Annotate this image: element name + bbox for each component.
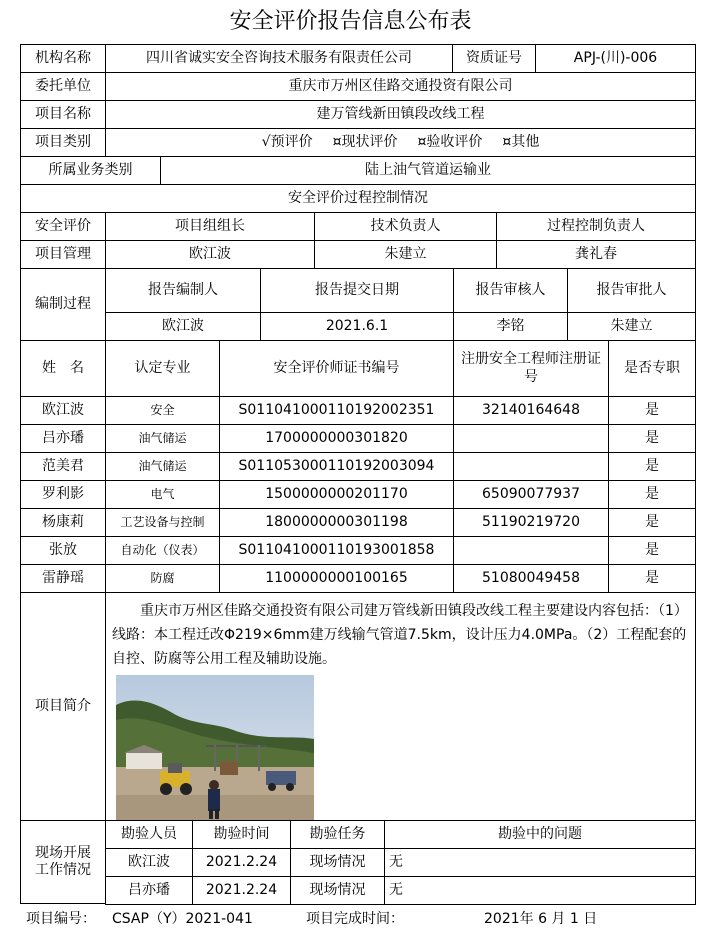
option-pre-evaluation: √预评价 [261, 133, 313, 150]
staff-cert: S011053000110192003094 [219, 452, 454, 481]
project-name-label: 项目名称 [20, 100, 106, 129]
staff-fulltime: 是 [608, 396, 696, 425]
approver-header: 报告审批人 [567, 268, 696, 313]
staff-specialty: 油气储运 [105, 424, 220, 453]
site-time: 2021.2.24 [192, 876, 291, 905]
compilation-label: 编制过程 [20, 268, 106, 341]
staff-name: 雷静瑶 [20, 564, 106, 593]
org-value: 四川省诚实安全咨询技术服务有限责任公司 [105, 44, 453, 73]
complete-date: 2021年 6 月 1 日 [484, 911, 598, 927]
staff-specialty: 工艺设备与控制 [105, 508, 220, 537]
submit-date-header: 报告提交日期 [260, 268, 454, 313]
site-issue: 无 [384, 848, 696, 877]
process-title: 安全评价过程控制情况 [20, 184, 696, 213]
staff-header-cert: 安全评价师证书编号 [219, 340, 454, 397]
page-title: 安全评价报告信息公布表 [229, 9, 472, 34]
staff-name: 吕亦璠 [20, 424, 106, 453]
staff-reg: 51190219720 [453, 508, 609, 537]
staff-reg [453, 452, 609, 481]
staff-fulltime: 是 [608, 480, 696, 509]
staff-specialty: 防腐 [105, 564, 220, 593]
site-task: 现场情况 [290, 848, 385, 877]
project-name-value: 建万管线新田镇段改线工程 [105, 100, 696, 129]
site-header-task: 勘验任务 [290, 820, 385, 849]
business-label: 所属业务类别 [20, 156, 161, 185]
site-photo [116, 675, 314, 821]
table-row [20, 848, 696, 877]
site-person: 吕亦璠 [105, 876, 193, 905]
site-label-line-2: 工作情况 [35, 862, 91, 878]
table-row [20, 564, 696, 593]
staff-header-fulltime: 是否专职 [608, 340, 696, 397]
intro-text: 重庆市万州区佳路交通投资有限公司建万管线新田镇段改线工程主要建设内容包括：（1）线路：本工程迁改Φ219×6mm建万线输气管道7.5km，设计压力4.0MPa。（2）工程配套的自控、防腐等公用工程及辅助设施。 [112, 603, 688, 667]
site-person: 欧江波 [105, 848, 193, 877]
leader-header: 项目组组长 [105, 212, 315, 241]
staff-cert: 1800000000301198 [219, 508, 454, 537]
table-row [20, 536, 696, 565]
staff-specialty: 电气 [105, 480, 220, 509]
site-task: 现场情况 [290, 876, 385, 905]
management-label-2: 项目管理 [20, 240, 106, 269]
staff-reg: 51080049458 [453, 564, 609, 593]
staff-reg [453, 536, 609, 565]
process-lead-header: 过程控制负责人 [496, 212, 696, 241]
option-other: ¤其他 [502, 133, 540, 150]
reviewer-value: 李铭 [453, 312, 568, 341]
staff-specialty: 安全 [105, 396, 220, 425]
staff-name: 张放 [20, 536, 106, 565]
reviewer-header: 报告审核人 [453, 268, 568, 313]
business-value: 陆上油气管道运输业 [160, 156, 696, 185]
project-type-options [105, 128, 696, 157]
staff-fulltime: 是 [608, 508, 696, 537]
staff-fulltime: 是 [608, 564, 696, 593]
staff-fulltime: 是 [608, 424, 696, 453]
staff-header-specialty: 认定专业 [105, 340, 220, 397]
intro-label: 项目简介 [20, 592, 106, 821]
complete-label: 项目完成时间： [306, 911, 404, 927]
staff-reg: 65090077937 [453, 480, 609, 509]
site-time: 2021.2.24 [192, 848, 291, 877]
compiler-value: 欧江波 [105, 312, 261, 341]
cert-label: 资质证号 [452, 44, 536, 73]
staff-name: 欧江波 [20, 396, 106, 425]
project-no-label: 项目编号： [26, 911, 96, 927]
approver-value: 朱建立 [567, 312, 696, 341]
staff-cert: 1700000000301820 [219, 424, 454, 453]
staff-reg [453, 424, 609, 453]
client-value: 重庆市万州区佳路交通投资有限公司 [105, 72, 696, 101]
option-acceptance-evaluation: ¤验收评价 [417, 133, 483, 150]
process-lead-value: 龚礼春 [496, 240, 696, 269]
staff-reg: 32140164648 [453, 396, 609, 425]
staff-cert: 1100000000100165 [219, 564, 454, 593]
site-issue: 无 [384, 876, 696, 905]
client-label: 委托单位 [20, 72, 106, 101]
site-label-line-1: 现场开展 [35, 844, 91, 861]
site-header-issue: 勘验中的问题 [384, 820, 696, 849]
staff-header-name: 姓 名 [20, 340, 106, 397]
tech-lead-header: 技术负责人 [314, 212, 497, 241]
table-row [20, 424, 696, 453]
table-row [20, 480, 696, 509]
tech-lead-value: 朱建立 [314, 240, 497, 269]
staff-cert: S011041000110192002351 [219, 396, 454, 425]
table-row [20, 508, 696, 537]
staff-name: 罗利影 [20, 480, 106, 509]
option-status-evaluation: ¤现状评价 [332, 133, 398, 150]
project-no: CSAP（Y）2021-041 [112, 911, 253, 927]
project-type-label: 项目类别 [20, 128, 106, 157]
staff-fulltime: 是 [608, 536, 696, 565]
table-row [20, 396, 696, 425]
staff-name: 范美君 [20, 452, 106, 481]
org-label: 机构名称 [20, 44, 106, 73]
table-row [20, 876, 696, 905]
site-header-person: 勘验人员 [105, 820, 193, 849]
management-label-1: 安全评价 [20, 212, 106, 241]
staff-name: 杨康莉 [20, 508, 106, 537]
staff-specialty: 自动化（仪表） [105, 536, 220, 565]
staff-header-reg: 注册安全工程师注册证号 [453, 340, 609, 397]
staff-specialty: 油气储运 [105, 452, 220, 481]
staff-fulltime: 是 [608, 452, 696, 481]
info-table [20, 44, 696, 904]
leader-value: 欧江波 [105, 240, 315, 269]
intro-cell [105, 592, 696, 821]
cert-value: APJ-(川)-006 [535, 44, 696, 73]
table-row [20, 452, 696, 481]
staff-cert: 1500000000201170 [219, 480, 454, 509]
staff-cert: S011041000110193001858 [219, 536, 454, 565]
submit-date-value: 2021.6.1 [260, 312, 454, 341]
compiler-header: 报告编制人 [105, 268, 261, 313]
site-header-time: 勘验时间 [192, 820, 291, 849]
